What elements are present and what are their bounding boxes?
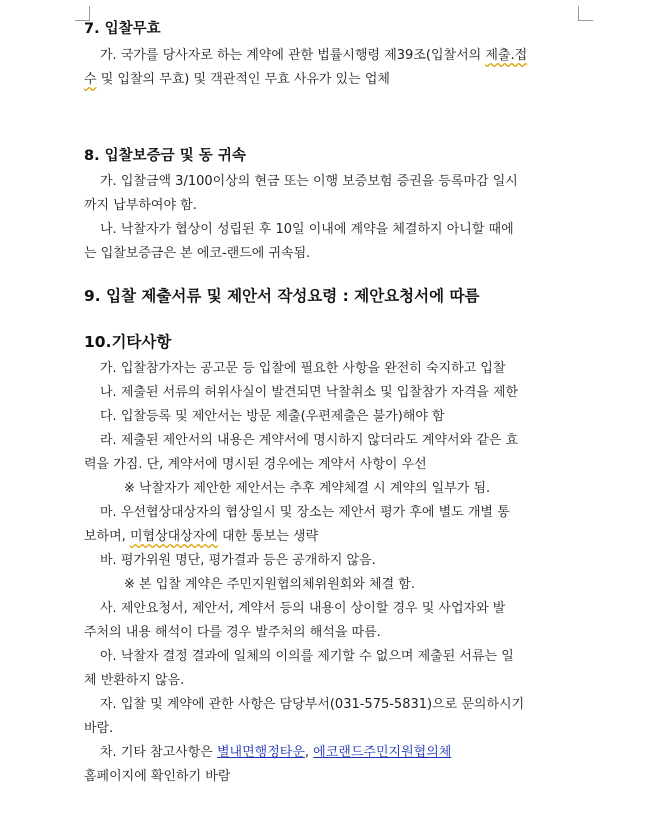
section-10-note-ba: ※ 본 입찰 계약은 주민지원협의체위원회와 체결 함. — [124, 577, 415, 592]
section-8-item-na: 나. 낙찰자가 협상이 성립된 후 10일 이내에 계약을 체결하지 아니할 때에 — [100, 222, 514, 237]
section-10-item-ja-cont: 바람. — [84, 721, 114, 736]
spellcheck-word: 제출.접 — [485, 48, 528, 63]
section-10-item-ja: 자. 입찰 및 계약에 관한 사항은 담당부서(031-575-5831)으로 문의하시기 — [100, 697, 525, 712]
text-run: 보하며, — [84, 529, 130, 544]
section-8-item-ga-cont: 까지 납부하여야 함. — [84, 198, 197, 213]
section-7-item-ga-cont — [84, 68, 584, 92]
section-10-item-na: 나. 제출된 서류의 허위사실이 발견되면 낙찰취소 및 입찰참가 자격을 제한 — [100, 385, 519, 400]
section-10-note-ra: ※ 낙찰자가 제안한 제안서는 추후 계약체결 시 계약의 일부가 됨. — [124, 481, 491, 496]
section-7-heading: 7. 입찰무효 — [84, 21, 161, 37]
section-10-item-ra: 라. 제출된 제안서의 내용은 계약서에 명시하지 않더라도 계약서와 같은 효 — [100, 433, 519, 448]
text-run: 대한 통보는 생략 — [217, 529, 319, 544]
section-10-item-sa: 사. 제안요청서, 제안서, 계약서 등의 내용이 상이할 경우 및 사업자와 발 — [100, 601, 506, 616]
section-10-item-ga: 가. 입찰참가자는 공고문 등 입찰에 필요한 사항을 완전히 숙지하고 입찰 — [100, 361, 506, 376]
section-10-item-ma: 마. 우선협상대상자의 협상일시 및 장소는 제안서 평가 후에 별도 개별 통 — [100, 505, 510, 520]
section-9-heading: 9. 입찰 제출서류 및 제안서 작성요령 : 제안요청서에 따름 — [84, 287, 480, 305]
text-run: 가. 국가를 당사자로 하는 계약에 관한 법률시행령 제39조(입찰서의 — [100, 48, 486, 63]
section-10-item-ra-cont: 력을 가짐. 단, 계약서에 명시된 경우에는 계약서 사항이 우선 — [84, 457, 427, 472]
link-byeollae-admin-town[interactable]: 별내면행정타운 — [217, 745, 305, 760]
section-10-item-a: 아. 낙찰자 결정 결과에 일체의 이의를 제기할 수 없으며 제출된 서류는 일 — [100, 649, 514, 664]
text-run: , — [304, 745, 314, 760]
section-10-item-da: 다. 입찰등록 및 제안서는 방문 제출(우편제출은 불가)해야 함 — [100, 409, 445, 424]
section-10-item-ba: 바. 평가위원 명단, 평가결과 등은 공개하지 않음. — [100, 553, 376, 568]
section-8-item-na-cont: 는 입찰보증금은 본 에코-랜드에 귀속됨. — [84, 246, 311, 261]
spellcheck-word: 수 — [84, 72, 97, 87]
section-10-heading: 10.기타사항 — [84, 333, 172, 351]
text-run: 차. 기타 참고사항은 — [100, 745, 217, 760]
section-7-item-ga — [84, 44, 584, 68]
section-10-item-ma-cont — [84, 525, 584, 549]
section-8-item-ga: 가. 입찰금액 3/100이상의 현금 또는 이행 보증보험 증권을 등록마감 일시 — [100, 174, 518, 189]
text-run: 및 입찰의 무효) 및 객관적인 무효 사유가 있는 업체 — [96, 72, 390, 87]
document-body — [84, 14, 584, 789]
spellcheck-word: 미협상대상자에 — [129, 529, 218, 544]
section-10-item-cha — [84, 741, 584, 765]
link-ecoland-council[interactable]: 에코랜드주민지원협의체 — [313, 745, 452, 760]
section-10-item-a-cont: 체 반환하지 않음. — [84, 673, 185, 688]
section-10-item-sa-cont: 주처의 내용 해석이 다를 경우 발주처의 해석을 따름. — [84, 625, 381, 640]
section-8-heading: 8. 입찰보증금 및 동 귀속 — [84, 148, 246, 164]
section-10-item-cha-cont: 홈페이지에 확인하기 바람 — [84, 769, 231, 784]
